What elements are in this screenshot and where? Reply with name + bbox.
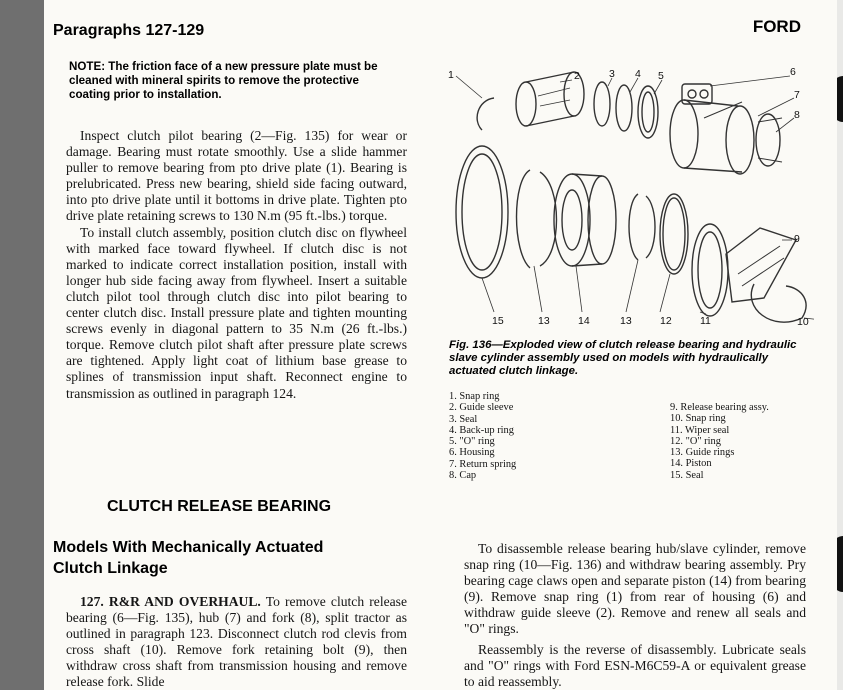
callout-11: 11 <box>700 315 711 327</box>
legend-item: 12. "O" ring <box>670 435 721 447</box>
legend-item: 1. Snap ring <box>449 391 500 402</box>
legend-item: 15. Seal <box>670 469 704 481</box>
figure-callout-numbers <box>448 66 809 328</box>
page-header-paragraphs: Paragraphs 127-129 <box>53 22 205 39</box>
manual-page <box>44 0 837 690</box>
callout-2: 2 <box>574 70 580 82</box>
callout-10: 10 <box>797 316 809 328</box>
callout-14: 14 <box>578 315 590 327</box>
left-column-text <box>66 128 407 402</box>
part-snap-ring <box>477 98 494 130</box>
legend-item: 9. Release bearing assy. <box>670 402 769 413</box>
paragraph-127-lead: 127. R&R AND OVERHAUL. <box>80 594 261 609</box>
callout-15: 15 <box>492 315 504 327</box>
sub-heading: Models With Mechanically Actuated Clutch Linkage <box>53 539 324 577</box>
paragraph-127-text: To remove clutch release bearing (6—Fig. 135), hub (7) and fork (8), split tractor as outlined in paragraph 123. Disconnect clutch rod clevis from cross shaft (10). Remove fork retaining bolt (9), then withdraw cross shaft from transmission housing and remove release fork. Slide <box>66 594 408 690</box>
scanner-left-margin <box>0 0 44 690</box>
callout-12: 12 <box>660 315 672 327</box>
callout-9: 9 <box>794 233 800 245</box>
callout-8: 8 <box>794 109 800 121</box>
legend-item: 5. "O" ring <box>449 436 495 448</box>
section-heading: CLUTCH RELEASE BEARING <box>107 498 332 515</box>
callout-6: 6 <box>790 66 796 78</box>
right-column-text <box>464 541 806 690</box>
figure-caption: Fig. 136—Exploded view of clutch release bearing and hydraulic slave cylinder assembly used on models with hydraulically actuated clutch linkage. <box>449 339 797 377</box>
legend-item: 8. Cap <box>449 470 477 482</box>
legend-item: 14. Piston <box>670 458 712 470</box>
callout-7: 7 <box>794 89 800 101</box>
paragraph-pilot-bearing: Inspect clutch pilot bearing (2—Fig. 135) for wear or damage. Bearing must rotate smoothly. Use a slide hammer puller to remove bearing from pto drive plate (1). Bearing is prelubricated. Press new bearing, shield side facing outward, into pto drive plate until it bottoms in drive plate. Tighten pto drive plate retaining screws to 130 N.m (95 ft.-lbs.) torque. <box>66 128 407 224</box>
page-header-brand: FORD <box>752 17 801 36</box>
legend-item: 3. Seal <box>449 413 478 425</box>
callout-3: 3 <box>609 68 615 80</box>
paragraph-install-clutch: To install clutch assembly, position clutch disc on flywheel with marked face toward flywheel. If clutch disc is not marked to indicate correct installation position, install with longer hub side facing away from flywheel. Insert a suitable clutch pilot tool through clutch disc into pilot bearing to center clutch disc. Install pressure plate and tighten mounting screws evenly in diagonal pattern to 35 N.m (26 ft.-lbs.) torque. Remove clutch pilot shaft after pressure plate screws are tightened. Apply light coat of lithium base grease to splines of transmission input shaft. Reconnect engine to transmission as outlined in paragraph 124. <box>66 224 407 401</box>
legend-item: 4. Back-up ring <box>449 424 514 436</box>
paragraph-disassemble: To disassemble release bearing hub/slave cylinder, remove snap ring (10—Fig. 136) and withdraw bearing assembly. Pry bearing cage claws open and separate piston (14) from bearing (9). Remove snap ring (1) from rear of housing (6) and withdraw guide sleeve (2). Remove and renew all seals and "O" rings. <box>464 541 806 637</box>
callout-4: 4 <box>635 68 641 80</box>
callout-13a: 13 <box>620 315 632 327</box>
legend-left-list <box>449 391 649 481</box>
paragraph-127 <box>66 594 407 690</box>
legend-item: 13. Guide rings <box>670 447 735 459</box>
legend-right-list <box>670 402 820 481</box>
legend-item: 7. Return spring <box>449 458 517 470</box>
callout-5: 5 <box>658 70 664 82</box>
paragraph-reassembly: Reassembly is the reverse of disassembly. Lubricate seals and "O" rings with Ford ESN-M6C59-A or equivalent grease to aid reassembly. <box>464 641 806 689</box>
legend-item: 2. Guide sleeve <box>449 402 514 414</box>
figure-parts-drawing <box>456 72 814 322</box>
exploded-view-figure <box>442 62 814 334</box>
legend-item: 6. Housing <box>449 447 495 459</box>
callout-13b: 13 <box>538 315 550 327</box>
callout-1: 1 <box>448 69 454 81</box>
legend-item: 10. Snap ring <box>670 413 726 425</box>
legend-item: 11. Wiper seal <box>670 424 730 436</box>
note-text: NOTE: The friction face of a new pressure plate must be cleaned with mineral spirits to remove the protective coating prior to installation. <box>69 60 378 101</box>
